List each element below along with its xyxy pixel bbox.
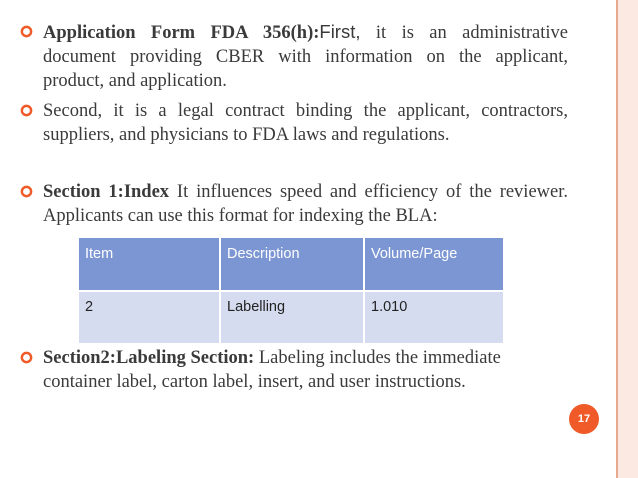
bullet-body: Labeling includes the immediate container label, carton label, insert, and user instructions. — [43, 348, 501, 392]
bullet-legal-contract — [20, 99, 568, 147]
table-cell-volume-page: 1.010 — [364, 291, 504, 344]
bullet-text — [43, 346, 568, 394]
bullet-ring-icon — [20, 185, 33, 198]
right-border — [618, 0, 638, 478]
bullet-body: it is an administrative document providing CBER with information on the applicant, product, and application. — [43, 23, 568, 91]
table-header-item: Item — [78, 237, 220, 291]
table-cell-description: Labelling — [220, 291, 364, 344]
bullet-text — [43, 99, 568, 147]
table-cell-item: 2 — [78, 291, 220, 344]
table-header-volume-page: Volume/Page — [364, 237, 504, 291]
table-row — [78, 291, 504, 344]
bullet-ring-icon — [20, 104, 33, 117]
bullet-body: Second, it is a legal contract binding the applicant, contractors, suppliers, and physicians to FDA laws and regulations. — [43, 101, 568, 145]
bullet-sans-word: First, — [319, 21, 361, 42]
slide-number-badge: 17 — [569, 404, 599, 434]
bullet-text — [43, 20, 568, 93]
bullet-ring-icon — [20, 351, 33, 364]
bullet-text — [43, 180, 568, 228]
bullet-ring-icon — [20, 25, 33, 38]
bla-index-table — [77, 236, 505, 345]
bullet-bold-label: Section2:Labeling Section: — [43, 348, 255, 368]
bullet-labeling-section — [20, 346, 568, 394]
bullet-bold-label: Section 1:Index — [43, 182, 170, 202]
bullet-body: It influences speed and efficiency of the reviewer. Applicants can use this format for indexing the BLA: — [43, 182, 568, 226]
bullet-bold-label: Application Form FDA 356(h): — [43, 23, 320, 43]
bullet-application-form — [20, 20, 568, 93]
table-header-description: Description — [220, 237, 364, 291]
bullet-section-index — [20, 180, 568, 228]
table-header-row — [78, 237, 504, 291]
